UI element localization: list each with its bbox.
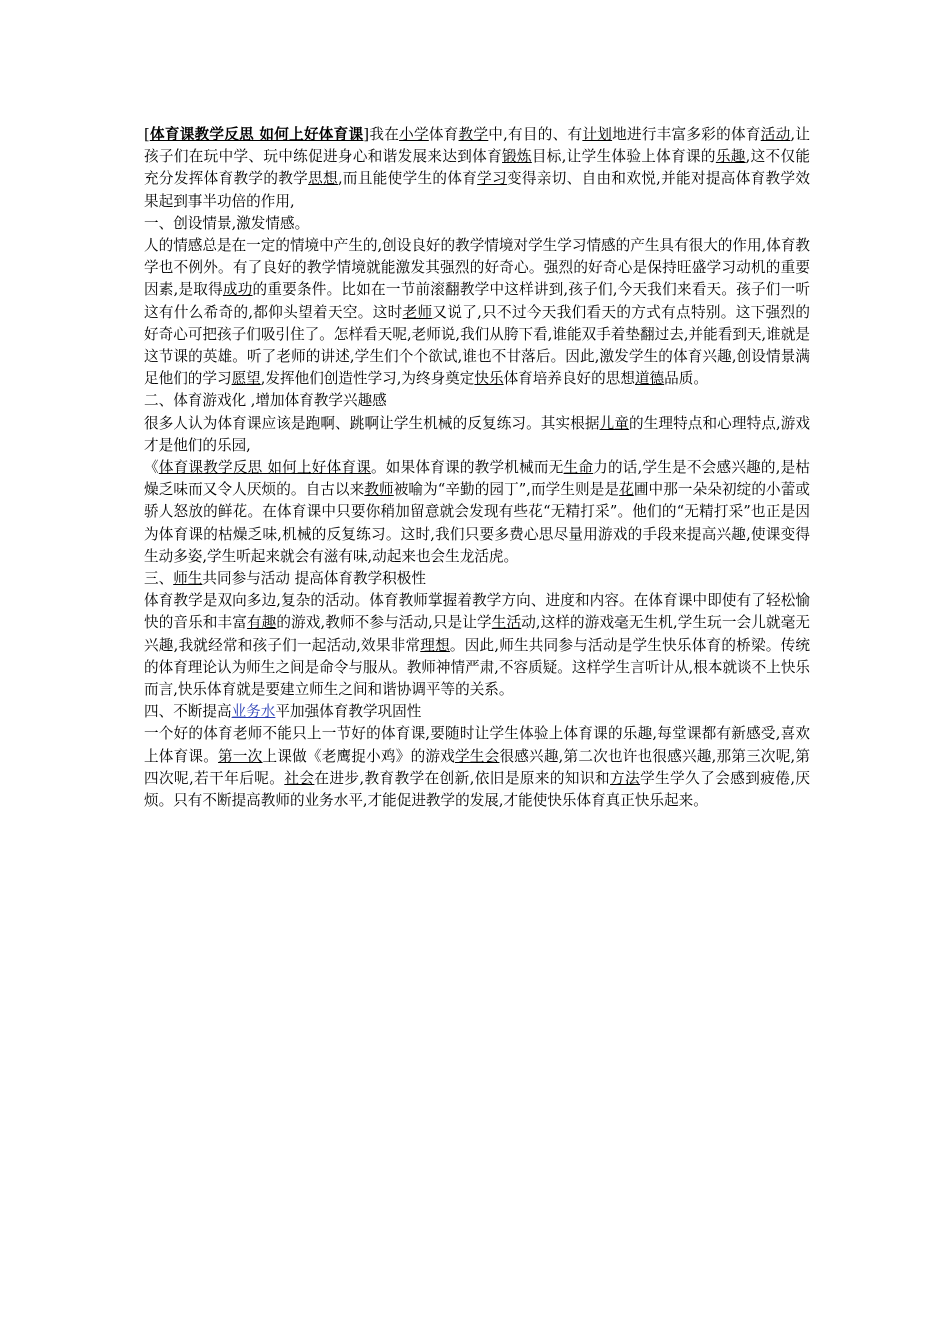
keyword-link[interactable]: 成功 (222, 281, 253, 299)
paragraph (144, 701, 810, 723)
keyword-link[interactable]: 方法 (610, 769, 641, 787)
text-run: ,这不仅能充分发挥体育教学的教学 (144, 148, 810, 188)
text-run: 圃中那一朵朵初绽的小蕾或骄人怒放的鲜花。在体育课中只要你稍加留意就会发现有些花“无精打采”。他们的“无精打采”也正是因为体育课的枯燥乏味,机械的反复练习。这时,我们只要多费心思尽量用游戏的手段来提高兴趣,使课变得生动多姿,学生听起来就会有滋有味,动起来也会生龙活虎。 (144, 481, 810, 565)
text-run: 上课做《老鹰捉小鸡》的游戏 (262, 747, 455, 765)
text-run: 的游戏,教师不参与活动,只是让学 (276, 614, 492, 632)
keyword-link[interactable]: 教学 (458, 126, 489, 143)
keyword-link[interactable]: 活动 (760, 126, 791, 143)
text-run: 很感兴趣,第二次也许也很感兴趣,那第三次呢,第四次呢,若干年后呢。 (144, 747, 810, 787)
keyword-link[interactable]: 乐趣 (715, 148, 746, 166)
text-run: 一、创设情景,激发情感。 (144, 214, 310, 232)
keyword-link[interactable]: 社会 (284, 769, 315, 787)
text-run: 三、 (144, 570, 174, 588)
text-run: 动,这样的游戏毫无生机,学生玩一会儿就毫无兴趣,我就经常和孩子们一起活动,效果非常 (144, 614, 810, 654)
text-run: 平加强体育教学巩固性 (275, 703, 422, 721)
keyword-link[interactable]: 体育课教学反思 如何上好体育课 (158, 459, 371, 477)
keyword-link[interactable]: 业务水 (231, 703, 276, 721)
text-run: 很多人认为体育课应该是跑啊、跳啊让学生机械的反复练习。其实根据 (144, 414, 600, 432)
keyword-link[interactable]: 老师 (402, 303, 433, 321)
text-run: 又说了,只不过今天我们看天的方式有点特别。这下强烈的好奇心可把孩子们吸引住了。怎样看天呢,老师说,我们从胯下看,谁能双手着垫翻过去,并能看到天,谁就是这节课的英雄。听了老师的讲述,学生们个个欲试,谁也不甘落后。因此,激发学生的体育兴趣,创设情景满足他们的学习 (144, 303, 810, 388)
keyword-link[interactable]: 小学 (399, 126, 429, 143)
keyword-link[interactable]: 第一次 (218, 747, 263, 765)
text-run: 学生学久了会感到疲倦,厌烦。只有不断提高教师的业务水平,才能促进教学的发展,才能使快乐体育真正快乐起来。 (144, 769, 811, 810)
text-run: ,而且能使学生的体育 (337, 170, 478, 188)
paragraph (144, 590, 810, 701)
paragraph (144, 457, 810, 568)
keyword-link[interactable]: 教师 (364, 481, 394, 499)
paragraph (144, 723, 810, 812)
text-run: 体育教学是双向多边,复杂的活动。体育教师掌握着教学方向、进度和内容。在体育课中即使有了轻松愉快的音乐和丰富 (144, 592, 810, 632)
title-link[interactable]: 体育课教学反思 如何上好体育课 (149, 126, 364, 143)
paragraph (144, 213, 810, 235)
keyword-link[interactable]: 理想 (420, 636, 450, 654)
text-run: 《 (144, 459, 159, 477)
keyword-link[interactable]: 计划 (582, 126, 613, 143)
keyword-link[interactable]: 道德 (634, 370, 665, 388)
text-run: 体育培养良好的思想 (503, 370, 635, 388)
text-run: 地进行丰富多彩的体育 (612, 126, 761, 143)
text-run: 四、不断提高 (144, 703, 232, 721)
text-run: 人的情感总是在一定的情境中产生的,创设良好的教学情境对学生学习情感的产生具有很大的作用,体育教学也不例外。有了良好的教学情境就能激发其强烈的好奇心。强烈的好奇心是保持旺盛学习动机的重要因素,是取得 (144, 237, 811, 299)
keyword-link[interactable]: 学习 (477, 170, 507, 188)
paragraph (144, 413, 810, 457)
paragraph (144, 568, 810, 590)
text-run: 。因此,师生共同参与活动是学生快乐体育的桥梁。传统的体育理论认为师生之间是命令与服从。教师神情严肃,不容质疑。这样学生言听计从,根本就谈不上快乐而言,快乐体育就是要建立师生之间和谐协调平等的关系。 (144, 636, 811, 699)
text-run: 体育 (428, 126, 459, 143)
keyword-link[interactable]: 学生会 (455, 747, 500, 765)
text-run: 目标,让学生体验上体育课的 (531, 148, 716, 166)
text-run: 共同参与活动 提高体育教学积极性 (202, 570, 426, 588)
text-run: ,发挥他们创造性学习,为终身奠定 (260, 370, 475, 388)
text-run: 在进步,教育教学在创新,依旧是原来的知识和 (314, 769, 611, 787)
text-run: 变得亲切、自由和欢悦,并能对提高体育教学效果起到事半功倍的作用, (144, 170, 810, 210)
text-run: 品质。 (664, 370, 708, 388)
text-run: [ (144, 126, 150, 143)
text-run: 的生理特点和心理特点,游戏才是他们的乐园, (144, 414, 810, 454)
paragraph (144, 124, 810, 213)
text-run: 二、体育游戏化 ,增加体育教学兴趣感 (144, 392, 387, 410)
keyword-link[interactable]: 有趣 (246, 614, 277, 632)
keyword-link[interactable]: 花 (619, 481, 634, 499)
text-run: 的重要条件。比如在一节前滚翻教学中这样讲到,孩子们,今天我们来看天。孩子们一听这有什么希奇的,都仰头望着天空。这时 (144, 281, 810, 321)
text-run: ,让孩子们在玩中学、玩中练促进身心和谐发展来达到体育 (144, 126, 810, 166)
keyword-link[interactable]: 快乐 (474, 370, 504, 388)
keyword-link[interactable]: 生命 (563, 459, 594, 477)
text-run: 一个好的体育老师不能只上一节好的体育课,要随时让学生体验上体育课的乐趣,每堂课都有新感受,喜欢上体育课。 (144, 725, 810, 765)
text-run: ]我在 (363, 126, 400, 143)
paragraph (144, 390, 810, 412)
text-run: 被喻为“辛勤的园丁”,而学生则是是 (393, 481, 620, 499)
keyword-link[interactable]: 生活 (491, 614, 522, 632)
keyword-link[interactable]: 师生 (173, 570, 203, 588)
keyword-link[interactable]: 锻炼 (502, 148, 532, 166)
keyword-link[interactable]: 儿童 (599, 414, 629, 432)
text-run: 。如果体育课的教学机械而无 (371, 459, 564, 477)
keyword-link[interactable]: 思想 (308, 170, 338, 188)
text-run: 力的话,学生是不会感兴趣的,是枯燥乏味而又令人厌烦的。自古以来 (144, 459, 810, 499)
text-run: 中,有目的、有 (488, 126, 583, 143)
paragraph (144, 235, 810, 390)
document-body (144, 124, 810, 812)
keyword-link[interactable]: 愿望 (231, 370, 261, 388)
